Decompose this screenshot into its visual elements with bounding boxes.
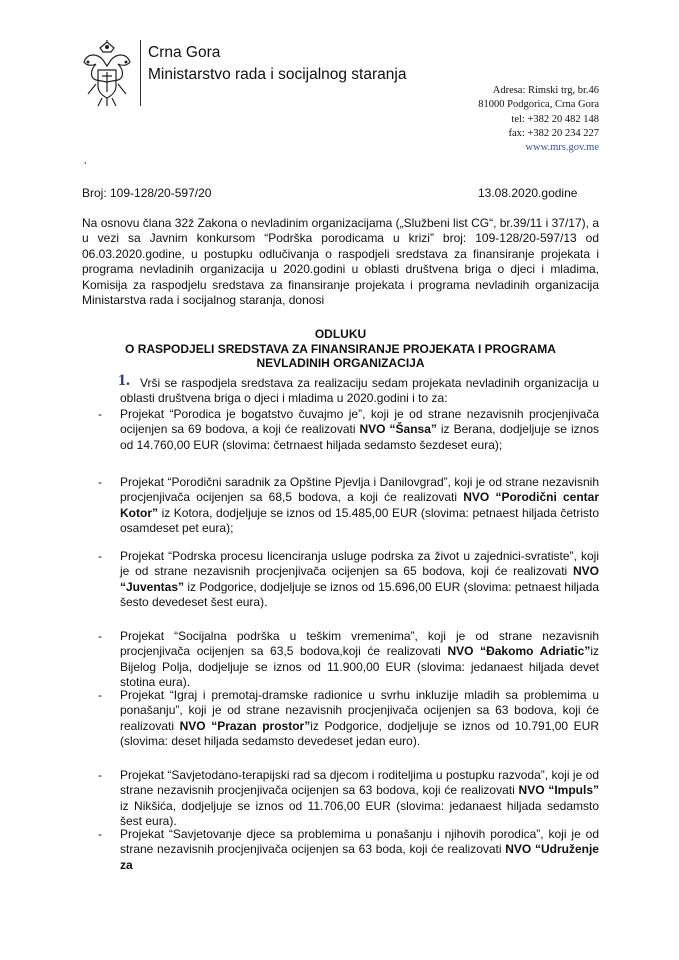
- country-name: Crna Gora: [148, 44, 221, 61]
- ngo-name: NVO “Šansa”: [359, 422, 437, 437]
- header-divider: [140, 40, 141, 106]
- ngo-name: NVO “Prazan prostor”: [179, 718, 311, 733]
- coat-of-arms-icon: [78, 40, 136, 108]
- fax-line: fax: +382 20 234 227: [508, 127, 599, 139]
- ngo-name: NVO “Porodični centar Kotor”: [120, 490, 599, 520]
- document-number: Broj: 109-128/20-597/20: [82, 186, 212, 200]
- tel-line: tel: +382 20 482 148: [511, 113, 599, 125]
- postal-line: 81000 Podgorica, Crna Gora: [478, 99, 599, 111]
- ngo-name: NVO “Đakomo Adriatic”: [447, 644, 591, 659]
- point-body: Vrši se raspodjela sredstava za realizaciju sedam projekata nevladinih organizacija u oblasti društvena briga o djeci i mladima u 2020.godini i to za:: [120, 376, 599, 406]
- list-bullet: -: [98, 629, 102, 643]
- ngo-name: NVO “Udruženje za: [120, 842, 599, 872]
- decision-title: ODLUKU: [314, 327, 367, 341]
- point-number: 1.: [118, 372, 130, 389]
- list-bullet: -: [98, 475, 102, 489]
- list-bullet: -: [98, 549, 102, 563]
- website-link[interactable]: www.mrs.gov.me: [525, 142, 599, 154]
- ngo-name: NVO “Juventas”: [120, 564, 599, 594]
- list-item: Projekat “Savjetovanje djece sa problemima u ponašanju i njihovih porodica”, koji je od strane nezavisnih procjenjivača ocijenjen sa 63 boda, koji će realizovati NVO “Udruženje za: [120, 827, 599, 872]
- list-bullet: -: [98, 688, 102, 702]
- ministry-name: Ministarstvo rada i socijalnog staranja: [148, 66, 407, 83]
- contact-block: [299, 84, 599, 155]
- list-item: Projekat “Socijalna podrška u teškim vremenima”, koji je od strane nezavisnih procjenjivača ocijenjen sa 63,5 bodova,koji će realizovati NVO “Đakomo Adriatic”iz Bijelog Polja, dodjeljuje se iznos od 11.900,00 EUR (slovima: jedanaest hiljada devet stotina eura).: [120, 629, 599, 690]
- ngo-name: NVO “Impuls”: [518, 783, 599, 798]
- list-item: Projekat “Porodični saradnik za Opštine Pjevlja i Danilovgrad”, koji je od strane nezavisnih procjenjivača ocijenjen sa 68,5 bodova, a koji će realizovati NVO “Porodični centar Kotor” iz Kotora, dodjeljuje se iznos od 15.485,00 EUR (slovima: petnaest hiljada četristo osamdeset pet eura);: [120, 475, 599, 536]
- list-bullet: -: [98, 407, 102, 421]
- list-bullet: -: [98, 827, 102, 841]
- address-line: Adresa: Rimski trg, br.46: [492, 85, 599, 96]
- list-item: Projekat “Savjetodano-terapijski rad sa djecom i roditeljima u postupku razvoda”, koji je od strane nezavisnih procjenjivača ocijenjen sa 63 bodova, koji će realizovati NVO “Impuls” iz Nikšića, dodjeljuje se iznos od 11.706,00 EUR (slovima: jedanaest hiljada sedamsto šest eura).: [120, 768, 599, 829]
- stray-mark: ‚: [84, 155, 87, 166]
- decision-subtitle: O RASPODJELI SREDSTAVA ZA FINANSIRANJE PROJEKATA I PROGRAMA NEVLADINIH ORGANIZACIJA: [125, 342, 556, 370]
- list-item: Projekat “Igraj i premotaj-dramske radionice u svrhu inkluzije mladih sa problemima u ponašanju”, koji je od strane nezavisnih procjenjivača ocijenjen sa 63 bodova, koji će realizovati NVO “Prazan prostor”iz Podgorice, dodjeljuje se iznos od 10.791,00 EUR (slovima: deset hiljada sedamsto devedeset jedan euro).: [120, 688, 599, 749]
- point-text: [120, 376, 599, 407]
- list-item: Projekat “Podrska procesu licenciranja usluge podrska za život u zajednici-svratiste”, koji je od strane nezavisnih procjenjivača ocijenjen sa 65 bodova, koji će realizovati NVO “Juventas” iz Podgorice, dodjeljuje se iznos od 15.696,00 EUR (slovima: petnaest hiljada šesto devedeset šest eura).: [120, 549, 599, 610]
- list-bullet: -: [98, 768, 102, 782]
- list-item: Projekat “Porodica je bogatstvo čuvajmo je”, koji je od strane nezavisnih procjenjivača ocijenjen sa 69 bodova, a koji će realizovati NVO “Šansa” iz Berana, dodjeljuje se iznos od 14.760,00 EUR (slovima: četrnaest hiljada sedamsto šezdeset eura);: [120, 407, 600, 452]
- intro-paragraph: Na osnovu člana 32ž Zakona o nevladinim organizacijama („Službeni list CG“, br.39/11 i 37/17), a u vezi sa Javnim konkursom “Podrška porodicama u krizi” broj: 109-128/20-597/13 od 06.03.2020.godine, u postupku odlučivanja o raspodjeli sredstava za finansiranje projekata i programa nevladinih organizacija u 2020.godini u oblasti društvena briga o djeci i mladima, Komisija za raspodjelu sredstava za finansiranje projekata i programa nevladinih organizacija Ministarstva rada i socijalnog staranja, donosi: [82, 216, 599, 308]
- document-date: 13.08.2020.godine: [478, 186, 578, 200]
